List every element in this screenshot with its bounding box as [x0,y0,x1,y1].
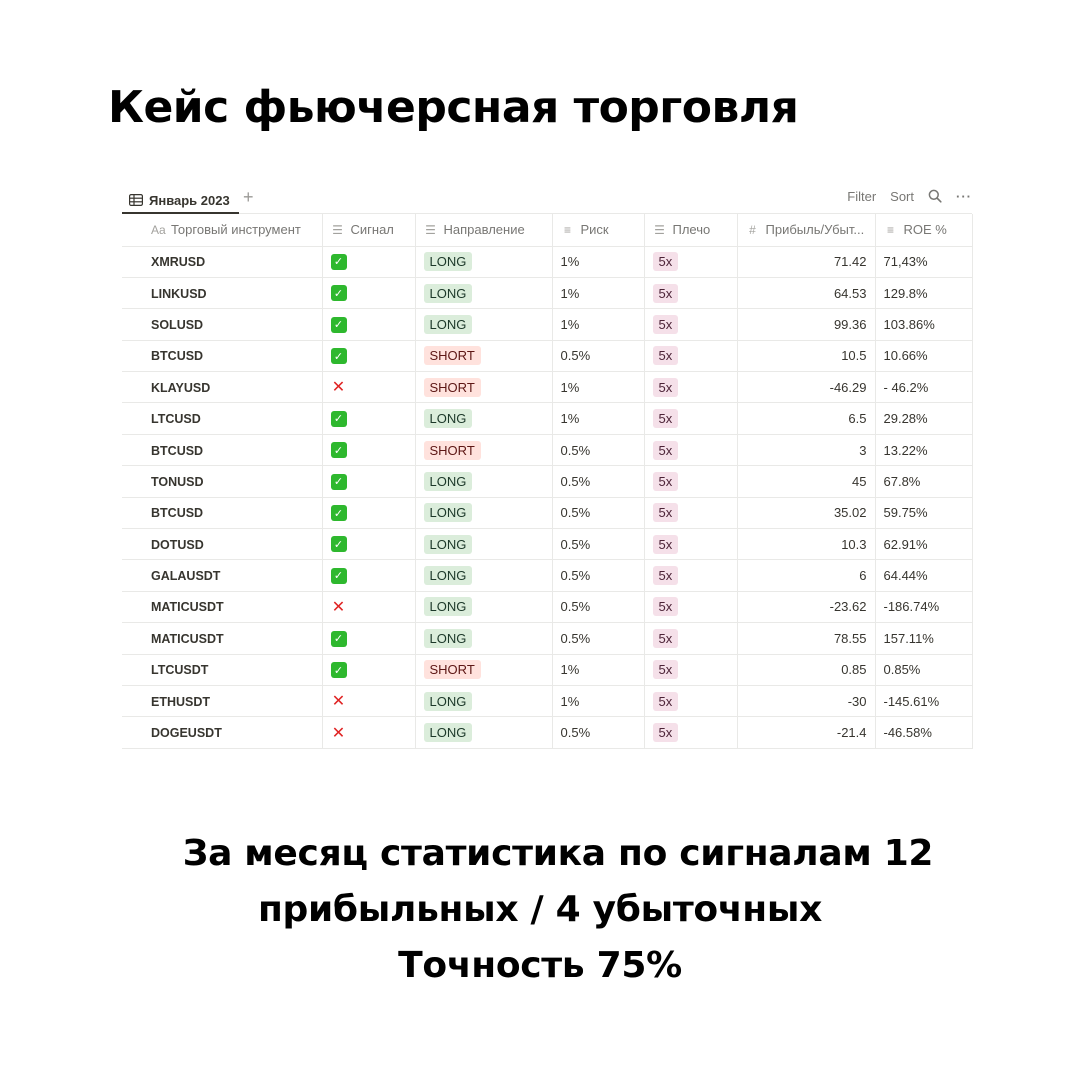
roe-value: 64.44% [883,568,928,584]
tab-active-indicator [122,212,239,214]
cell-risk[interactable] [552,529,644,560]
column-header-direction[interactable] [415,214,552,246]
cell-instrument[interactable] [122,403,322,434]
cell-signal[interactable] [322,277,415,308]
cross-mark-icon: ✕ [331,598,346,616]
cell-signal[interactable] [322,529,415,560]
text-property-icon: Aa [151,223,166,238]
cell-risk[interactable] [552,340,644,371]
cell-profit[interactable] [737,654,875,685]
cell-risk[interactable] [552,246,644,277]
cell-direction[interactable] [415,529,552,560]
cell-roe[interactable] [875,434,972,465]
roe-value: -186.74% [883,599,940,615]
database-view [122,182,972,749]
list-property-icon: ☰ [654,223,665,238]
direction-tag: LONG [424,597,473,616]
leverage-tag: 5x [653,378,679,397]
profit-value: 10.3 [841,536,867,552]
cell-instrument[interactable] [122,372,322,403]
table-row[interactable] [122,591,972,622]
roe-value: 62.91% [883,536,928,552]
direction-tag: SHORT [424,378,481,397]
summary-text [0,826,1080,994]
instrument-name: LINKUSD [151,286,207,301]
cell-instrument[interactable] [122,246,322,277]
cell-roe[interactable] [875,497,972,528]
check-mark-icon: ✓ [331,631,347,647]
profit-value: 0.85 [841,662,867,678]
cell-roe[interactable] [875,466,972,497]
cell-direction[interactable] [415,309,552,340]
cell-risk[interactable] [552,497,644,528]
table-row[interactable] [122,529,972,560]
search-icon[interactable] [928,189,942,203]
roe-value: 103.86% [883,316,935,332]
cell-signal[interactable] [322,466,415,497]
direction-tag: LONG [424,284,473,303]
risk-value: 1% [560,254,580,270]
cell-direction[interactable] [415,654,552,685]
direction-tag: LONG [424,472,473,491]
direction-tag: LONG [424,409,473,428]
risk-value: 0.5% [560,505,591,521]
add-view-button[interactable]: + [243,187,254,207]
cell-roe[interactable] [875,717,972,748]
direction-tag: LONG [424,503,473,522]
cell-risk[interactable] [552,591,644,622]
cell-leverage[interactable] [644,717,737,748]
cell-leverage[interactable] [644,497,737,528]
column-label: Сигнал [350,222,394,238]
roe-value: -145.61% [883,693,940,709]
profit-value: -46.29 [829,379,867,395]
cell-leverage[interactable] [644,685,737,716]
risk-value: 1% [560,379,580,395]
table-row[interactable] [122,717,972,748]
check-mark-icon: ✓ [331,662,347,678]
check-mark-icon: ✓ [331,568,347,584]
cell-risk[interactable] [552,685,644,716]
cell-risk[interactable] [552,309,644,340]
cell-instrument[interactable] [122,529,322,560]
check-mark-icon: ✓ [331,536,347,552]
profit-value: 3 [859,442,867,458]
cell-signal[interactable] [322,340,415,371]
cell-risk[interactable] [552,623,644,654]
table-row[interactable] [122,654,972,685]
risk-value: 0.5% [560,442,591,458]
tab-january-2023[interactable] [129,186,230,214]
cross-mark-icon: ✕ [331,693,346,711]
cell-instrument[interactable] [122,466,322,497]
cell-roe[interactable] [875,560,972,591]
summary-line-3: Точность 75% [398,945,682,986]
instrument-name: BTCUSD [151,443,204,458]
cross-mark-icon: ✕ [331,379,346,397]
cell-roe[interactable] [875,309,972,340]
cell-direction[interactable] [415,340,552,371]
leverage-tag: 5x [653,441,679,460]
check-mark-icon: ✓ [331,505,347,521]
direction-tag: LONG [424,629,473,648]
leverage-tag: 5x [653,629,679,648]
profit-value: 64.53 [833,285,867,301]
cell-roe[interactable] [875,685,972,716]
cell-direction[interactable] [415,717,552,748]
instrument-name: XMRUSD [151,255,206,270]
cell-instrument[interactable] [122,685,322,716]
list-property-icon: ☰ [332,223,343,238]
instrument-name: SOLUSD [151,317,204,332]
leverage-tag: 5x [653,660,679,679]
roe-value: 67.8% [883,473,921,489]
cell-instrument[interactable] [122,623,322,654]
profit-value: -30 [847,693,867,709]
cell-profit[interactable] [737,403,875,434]
cell-roe[interactable] [875,403,972,434]
roe-value: - 46.2% [883,379,929,395]
instrument-name: MATICUSDT [151,631,224,646]
cell-profit[interactable] [737,372,875,403]
cell-instrument[interactable] [122,309,322,340]
roe-value: 157.11% [883,630,934,646]
column-label: Плечо [672,222,711,238]
table-row[interactable] [122,466,972,497]
instrument-name: TONUSD [151,474,204,489]
instrument-name: KLAYUSD [151,380,211,395]
table-row[interactable] [122,277,972,308]
instrument-name: DOTUSD [151,537,204,552]
cell-profit[interactable] [737,340,875,371]
cell-signal[interactable] [322,717,415,748]
leverage-tag: 5x [653,597,679,616]
summary-line-2: прибыльных / 4 убыточных [257,889,823,930]
profit-value: 78.55 [833,630,867,646]
profit-value: -23.62 [829,599,867,615]
text-lines-icon: ≡ [886,223,894,238]
cross-mark-icon: ✕ [331,724,346,742]
cell-direction[interactable] [415,277,552,308]
cell-instrument[interactable] [122,591,322,622]
leverage-tag: 5x [653,252,679,271]
instrument-name: GALAUSDT [151,569,221,584]
cell-signal[interactable] [322,246,415,277]
cell-profit[interactable] [737,277,875,308]
cell-profit[interactable] [737,497,875,528]
text-lines-icon: ≡ [563,223,571,238]
cell-instrument[interactable] [122,717,322,748]
check-mark-icon: ✓ [331,474,347,490]
view-actions [847,186,972,206]
instrument-name: MATICUSDT [151,600,224,615]
cell-signal[interactable] [322,497,415,528]
cell-risk[interactable] [552,434,644,465]
cell-risk[interactable] [552,717,644,748]
cell-profit[interactable] [737,529,875,560]
leverage-tag: 5x [653,535,679,554]
cell-profit[interactable] [737,685,875,716]
cell-direction[interactable] [415,685,552,716]
direction-tag: LONG [424,315,473,334]
check-mark-icon: ✓ [331,348,347,364]
roe-value: -46.58% [883,725,932,741]
cell-profit[interactable] [737,434,875,465]
cell-direction[interactable] [415,434,552,465]
more-options-icon[interactable]: ··· [956,188,972,204]
cell-leverage[interactable] [644,340,737,371]
leverage-tag: 5x [653,723,679,742]
check-mark-icon: ✓ [331,411,347,427]
column-header-risk[interactable] [552,214,644,246]
cell-direction[interactable] [415,497,552,528]
cell-leverage[interactable] [644,434,737,465]
cell-signal[interactable] [322,560,415,591]
risk-value: 1% [560,316,580,332]
profit-value: 10.5 [841,348,867,364]
trades-table [122,214,973,749]
cell-direction[interactable] [415,560,552,591]
table-row[interactable] [122,623,972,654]
cell-direction[interactable] [415,466,552,497]
cell-leverage[interactable] [644,466,737,497]
table-body [122,246,972,748]
table-row[interactable] [122,403,972,434]
cell-risk[interactable] [552,372,644,403]
cell-direction[interactable] [415,623,552,654]
check-mark-icon: ✓ [331,254,347,270]
cell-signal[interactable] [322,372,415,403]
profit-value: 35.02 [833,505,867,521]
cell-direction[interactable] [415,591,552,622]
cell-profit[interactable] [737,717,875,748]
leverage-tag: 5x [653,472,679,491]
direction-tag: SHORT [424,441,481,460]
cell-roe[interactable] [875,246,972,277]
column-header-roe[interactable] [875,214,972,246]
cell-profit[interactable] [737,560,875,591]
view-bar [122,182,972,214]
roe-value: 29.28% [883,411,928,427]
column-label: Прибыль/Убыт... [765,222,865,238]
cell-profit[interactable] [737,466,875,497]
cell-leverage[interactable] [644,246,737,277]
cell-profit[interactable] [737,623,875,654]
roe-value: 71,43% [883,254,928,270]
cell-leverage[interactable] [644,560,737,591]
instrument-name: LTCUSD [151,412,201,427]
roe-value: 59.75% [883,505,928,521]
cell-leverage[interactable] [644,372,737,403]
cell-roe[interactable] [875,591,972,622]
profit-value: -21.4 [836,725,867,741]
check-mark-icon: ✓ [331,317,347,333]
table-row[interactable] [122,497,972,528]
risk-value: 0.5% [560,348,591,364]
sort-button[interactable]: Sort [890,188,914,204]
profit-value: 45 [852,473,867,489]
cell-leverage[interactable] [644,529,737,560]
column-label: Риск [580,222,609,238]
cell-instrument[interactable] [122,497,322,528]
filter-button[interactable]: Filter [847,188,877,204]
risk-value: 0.5% [560,725,591,741]
table-row[interactable] [122,560,972,591]
cell-instrument[interactable] [122,654,322,685]
cell-direction[interactable] [415,246,552,277]
cell-roe[interactable] [875,623,972,654]
instrument-name: DOGEUSDT [151,726,222,741]
table-row[interactable] [122,372,972,403]
table-row[interactable] [122,309,972,340]
risk-value: 1% [560,285,580,301]
table-icon [129,194,143,206]
direction-tag: LONG [424,692,473,711]
direction-tag: LONG [424,252,473,271]
column-header-signal[interactable] [322,214,415,246]
cell-instrument[interactable] [122,340,322,371]
risk-value: 1% [560,411,580,427]
cell-profit[interactable] [737,309,875,340]
cell-risk[interactable] [552,466,644,497]
profit-value: 6 [859,568,867,584]
cell-instrument[interactable] [122,434,322,465]
list-property-icon: ☰ [425,223,436,238]
risk-value: 0.5% [560,630,591,646]
column-header-leverage[interactable] [644,214,737,246]
column-header-instrument[interactable] [122,214,322,246]
cell-signal[interactable] [322,309,415,340]
leverage-tag: 5x [653,409,679,428]
roe-value: 129.8% [883,285,928,301]
cell-risk[interactable] [552,403,644,434]
cell-instrument[interactable] [122,560,322,591]
leverage-tag: 5x [653,566,679,585]
instrument-name: ETHUSDT [151,694,211,709]
roe-value: 10.66% [883,348,928,364]
risk-value: 0.5% [560,473,591,489]
cell-signal[interactable] [322,685,415,716]
cell-leverage[interactable] [644,403,737,434]
leverage-tag: 5x [653,346,679,365]
cell-direction[interactable] [415,403,552,434]
instrument-name: BTCUSD [151,506,204,521]
cell-risk[interactable] [552,560,644,591]
cell-profit[interactable] [737,591,875,622]
cell-risk[interactable] [552,654,644,685]
cell-leverage[interactable] [644,623,737,654]
cell-roe[interactable] [875,277,972,308]
direction-tag: SHORT [424,346,481,365]
risk-value: 1% [560,693,580,709]
check-mark-icon: ✓ [331,442,347,458]
table-row[interactable] [122,685,972,716]
table-row[interactable] [122,246,972,277]
table-header-row [122,214,972,246]
cell-instrument[interactable] [122,277,322,308]
risk-value: 0.5% [560,568,591,584]
cell-signal[interactable] [322,434,415,465]
roe-value: 13.22% [883,442,928,458]
cell-leverage[interactable] [644,277,737,308]
risk-value: 0.5% [560,536,591,552]
cell-signal[interactable] [322,654,415,685]
instrument-name: BTCUSD [151,349,204,364]
instrument-name: LTCUSDT [151,663,209,678]
cell-risk[interactable] [552,277,644,308]
check-mark-icon: ✓ [331,285,347,301]
direction-tag: LONG [424,566,473,585]
cell-roe[interactable] [875,529,972,560]
cell-roe[interactable] [875,340,972,371]
tab-label: Январь 2023 [149,192,230,208]
table-row[interactable] [122,340,972,371]
cell-roe[interactable] [875,654,972,685]
summary-line-1: За месяц статистика по сигналам 12 [182,833,934,874]
column-label: ROE % [903,222,947,238]
risk-value: 1% [560,662,580,678]
cell-leverage[interactable] [644,309,737,340]
cell-profit[interactable] [737,246,875,277]
cell-signal[interactable] [322,403,415,434]
profit-value: 71.42 [833,254,867,270]
cell-signal[interactable] [322,591,415,622]
column-label: Направление [443,222,525,238]
number-property-icon: # [749,223,756,238]
column-header-profit[interactable] [737,214,875,246]
risk-value: 0.5% [560,599,591,615]
roe-value: 0.85% [883,662,921,678]
cell-leverage[interactable] [644,591,737,622]
table-row[interactable] [122,434,972,465]
direction-tag: LONG [424,535,473,554]
cell-leverage[interactable] [644,654,737,685]
direction-tag: SHORT [424,660,481,679]
profit-value: 99.36 [833,316,867,332]
cell-signal[interactable] [322,623,415,654]
leverage-tag: 5x [653,315,679,334]
leverage-tag: 5x [653,503,679,522]
leverage-tag: 5x [653,284,679,303]
cell-roe[interactable] [875,372,972,403]
profit-value: 6.5 [848,411,867,427]
cell-direction[interactable] [415,372,552,403]
direction-tag: LONG [424,723,473,742]
column-label: Торговый инструмент [171,222,301,238]
leverage-tag: 5x [653,692,679,711]
page-title: Кейс фьючерсная торговля [108,82,799,133]
